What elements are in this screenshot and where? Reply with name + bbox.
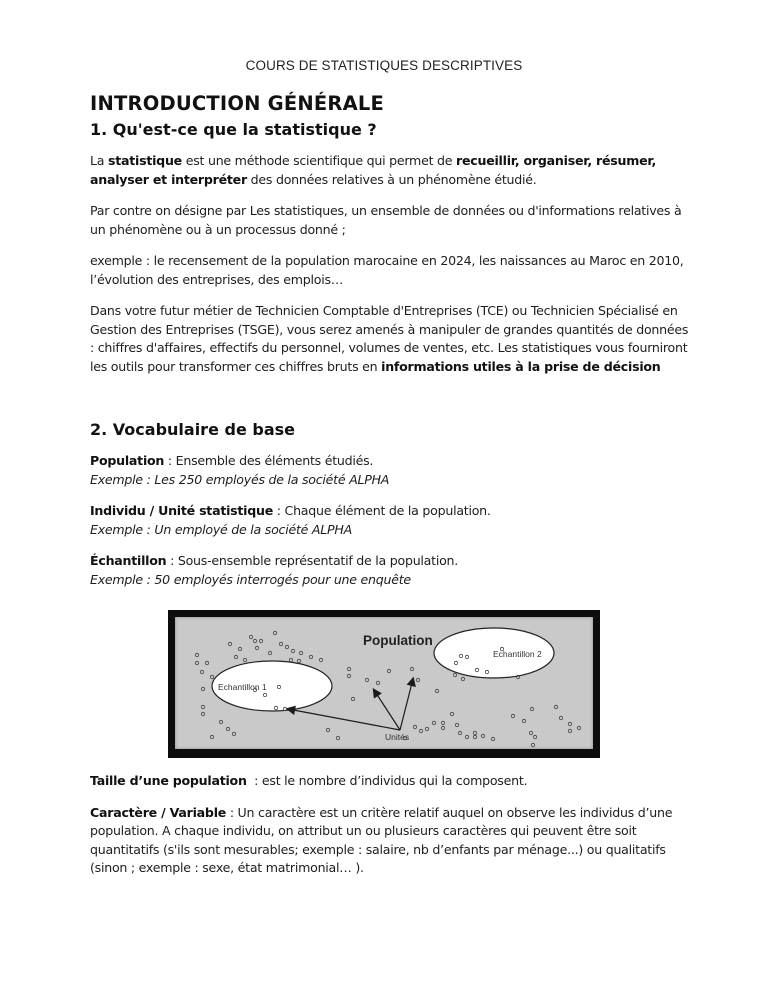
- text: des données relatives à un phénomène étudié.: [246, 171, 537, 187]
- unit-dot: [473, 731, 476, 734]
- term-definition: : Un caractère est un critère relatif auquel on observe les individus d’une population. A chaque individu, on attribut un ou plusieurs caractères qui peuvent être soit quantitatifs (s'ils sont mesurables; exemple : salaire, nb d’enfants par ménage...) ou qualitatifs (sinon ; exemple : sexe, état matrimonial… ).: [90, 804, 673, 875]
- unit-dot: [351, 697, 354, 700]
- unit-dot: [441, 721, 444, 724]
- term-definition: : est le nombre d’individus qui la composent.: [246, 773, 528, 788]
- text: La: [90, 153, 108, 168]
- unit-dot: [291, 649, 294, 652]
- unit-dot: [210, 735, 213, 738]
- unit-dot: [577, 726, 580, 729]
- unit-dot: [522, 719, 525, 722]
- unit-dot: [432, 721, 435, 724]
- unit-dot: [249, 635, 252, 638]
- unit-dot: [205, 661, 208, 664]
- term-label: Individu / Unité statistique: [90, 503, 274, 518]
- unit-dot: [253, 639, 256, 642]
- diagram-svg: [175, 617, 593, 749]
- arrow-to-unit-a: [374, 690, 400, 730]
- term-population: [90, 452, 690, 489]
- unit-dot: [416, 678, 419, 681]
- unit-dot: [195, 653, 198, 656]
- unit-dot: [387, 669, 390, 672]
- unit-dot: [347, 674, 350, 677]
- term-label: Caractère / Variable: [90, 804, 227, 820]
- unit-dot: [238, 647, 241, 650]
- unit-dot: [228, 642, 231, 645]
- unit-dot: [201, 705, 204, 708]
- term-individu: [90, 502, 690, 539]
- unit-dot: [243, 658, 246, 661]
- unit-dot: [461, 677, 464, 680]
- paragraph-exemple: exemple : le recensement de la population marocaine en 2024, les naissances au Maroc en 2010, l’évolution des entreprises, des emplois…: [90, 253, 684, 287]
- unit-dot: [559, 716, 562, 719]
- unit-dot: [279, 642, 282, 645]
- sample-2-label: Echantillon 2: [493, 649, 542, 659]
- unit-dot: [568, 722, 571, 725]
- unit-dot: [425, 727, 428, 730]
- unit-dot: [226, 727, 229, 730]
- unit-dot: [533, 735, 536, 738]
- unit-dot: [453, 673, 456, 676]
- term-example: Exemple : 50 employés interrogés pour une enquête: [90, 571, 411, 587]
- term-echantillon: [90, 552, 690, 589]
- bold-text: recueillir, organiser, résumer, analyser et interpréter: [90, 153, 657, 187]
- unit-dot: [450, 712, 453, 715]
- unit-dot: [568, 729, 571, 732]
- section-1: [90, 92, 690, 389]
- diagram-canvas: [175, 617, 593, 749]
- arrow-to-unit-b: [400, 679, 413, 730]
- unit-dot: [455, 723, 458, 726]
- unit-dot: [410, 667, 413, 670]
- unit-dot: [219, 720, 222, 723]
- unit-dot: [234, 655, 237, 658]
- unit-dot: [232, 732, 235, 735]
- unit-dot: [255, 646, 258, 649]
- bold-text: informations utiles à la prise de décision: [381, 358, 661, 374]
- bold-text: statistique: [108, 153, 182, 168]
- term-caractere: [90, 804, 700, 878]
- unit-dot: [530, 707, 533, 710]
- text: Dans votre futur métier de Technicien Comptable d'Entreprises (TCE) ou Technicien Spécialisé en Gestion des Entreprises (TSGE), vous serez amenés à manipuler de grandes quantités de données : chiffres d'affaires, effectifs du personnel, volumes de ventes, etc. Les statistiques vous fourniront les outils pour transformer ces chiffres bruts en: [90, 303, 689, 374]
- unit-dot: [289, 658, 292, 661]
- term-definition: : Sous-ensemble représentatif de la population.: [166, 553, 459, 568]
- unit-dot: [299, 651, 302, 654]
- section-1-heading: 1. Qu'est-ce que la statistique ?: [90, 120, 377, 139]
- unit-dot: [259, 639, 262, 642]
- unit-dot: [419, 729, 422, 732]
- unit-dot: [413, 725, 416, 728]
- unit-dot: [554, 705, 557, 708]
- section-2: [90, 420, 690, 602]
- population-diagram: [168, 610, 600, 758]
- unit-dot: [297, 659, 300, 662]
- unit-dot: [200, 670, 203, 673]
- term-taille: [90, 772, 700, 791]
- term-definition: : Ensemble des éléments étudiés.: [164, 453, 374, 468]
- unit-dot: [365, 678, 368, 681]
- term-label: Population: [90, 453, 165, 468]
- paragraph-definition: [90, 152, 690, 189]
- unit-dot: [511, 714, 514, 717]
- term-definition: : Chaque élément de la population.: [273, 503, 491, 518]
- section-2-heading: 2. Vocabulaire de base: [90, 420, 295, 439]
- arrow-to-sample-1: [288, 709, 400, 730]
- unit-dot: [210, 675, 213, 678]
- unit-dot: [268, 651, 271, 654]
- section-3: [90, 772, 700, 891]
- text: est une méthode scientifique qui permet de: [181, 153, 457, 168]
- unit-dot: [491, 737, 494, 740]
- unit-dot: [201, 712, 204, 715]
- unit-dot: [531, 743, 534, 746]
- term-label: Taille d’une population: [90, 773, 247, 788]
- unit-dot: [473, 735, 476, 738]
- unit-dot: [319, 658, 322, 661]
- unit-dot: [441, 726, 444, 729]
- unit-dot: [529, 731, 532, 734]
- unit-dot: [309, 655, 312, 658]
- unit-dot: [347, 667, 350, 670]
- units-label: Unités: [385, 732, 410, 742]
- term-example: Exemple : Les 250 employés de la société ALPHA: [90, 471, 390, 487]
- unit-dot: [435, 689, 438, 692]
- sample-1-label: Echantillon 1: [218, 682, 267, 692]
- term-example: Exemple : Un employé de la société ALPHA: [90, 521, 352, 537]
- running-header: COURS DE STATISTIQUES DESCRIPTIVES: [245, 58, 523, 73]
- term-label: Échantillon: [90, 553, 167, 568]
- unit-dot: [481, 734, 484, 737]
- unit-dot: [285, 645, 288, 648]
- unit-dot: [195, 661, 198, 664]
- paragraph-les-statistiques: Par contre on désigne par Les statistiques, un ensemble de données ou d'informations relatives à un phénomène ou à un processus donné ;: [90, 203, 682, 237]
- unit-dot: [201, 687, 204, 690]
- paragraph-metier: [90, 302, 690, 376]
- unit-dot: [458, 731, 461, 734]
- unit-dot: [376, 681, 379, 684]
- unit-dot: [273, 631, 276, 634]
- diagram-title: Population: [363, 633, 433, 648]
- page-title: INTRODUCTION GÉNÉRALE: [90, 92, 385, 115]
- unit-dot: [465, 735, 468, 738]
- unit-dot: [326, 728, 329, 731]
- unit-dot: [336, 736, 339, 739]
